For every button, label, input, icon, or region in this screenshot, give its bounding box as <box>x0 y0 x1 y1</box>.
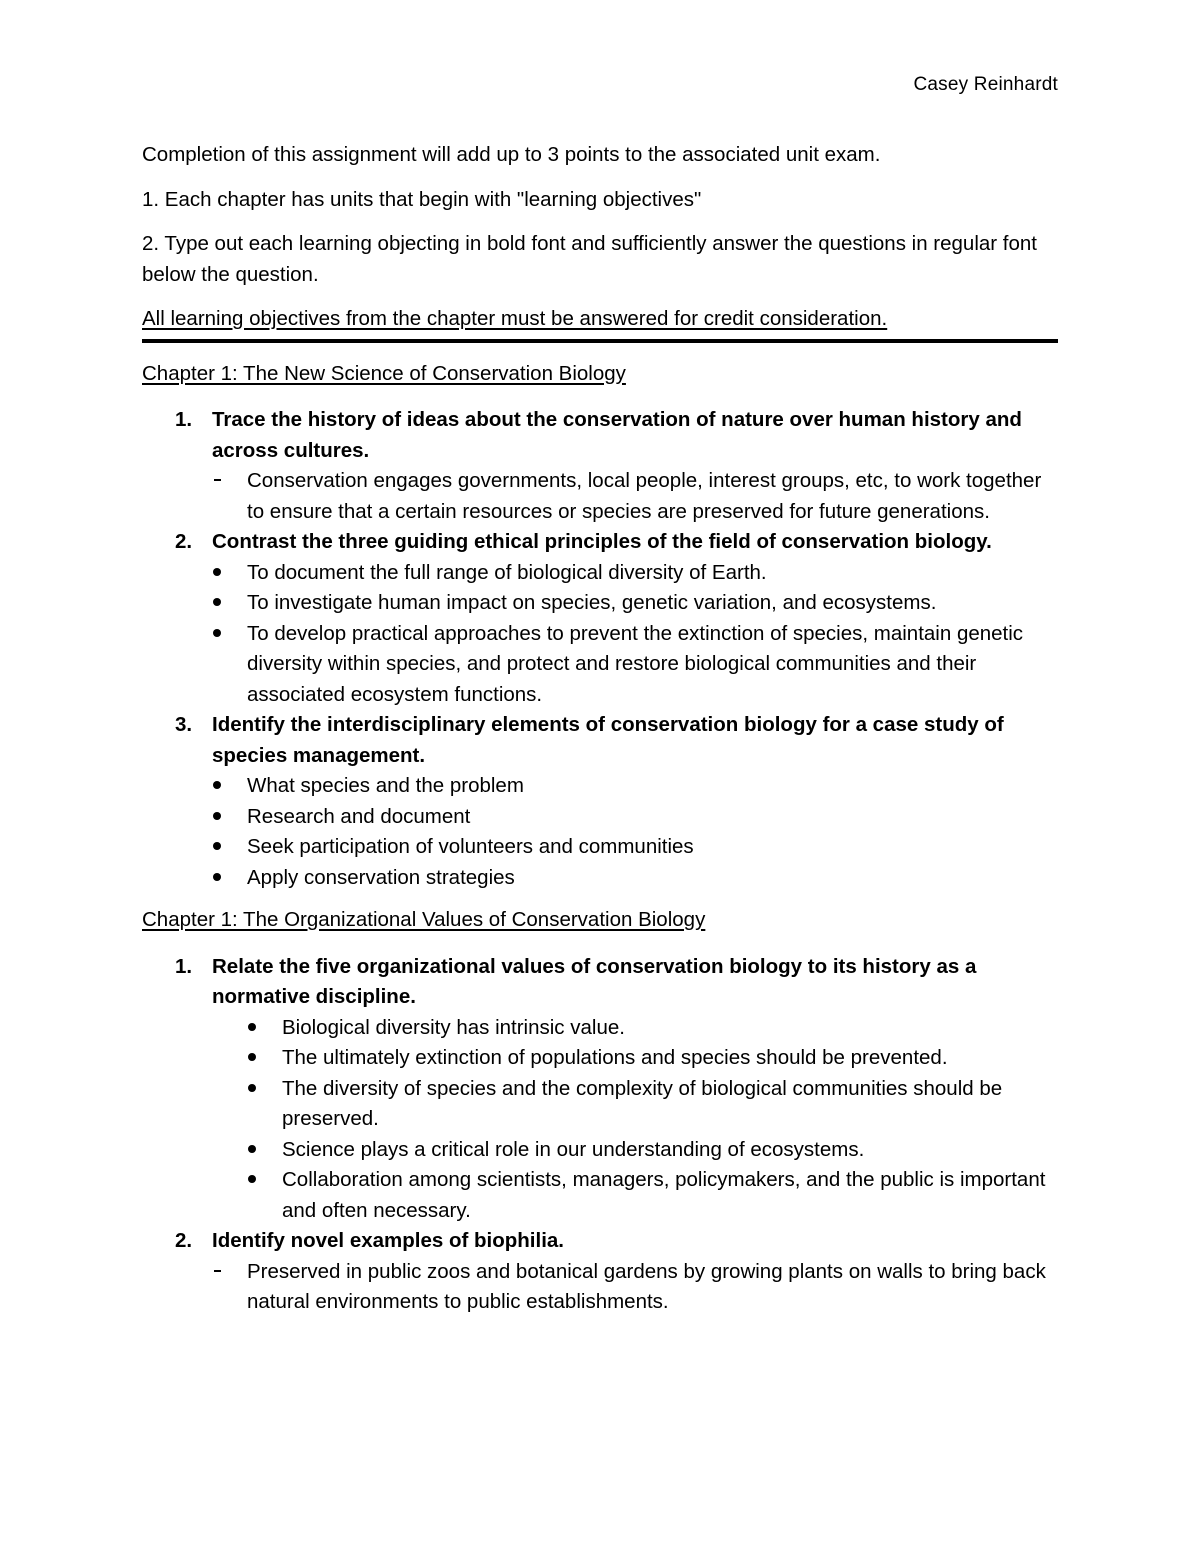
bullet-icon <box>213 873 221 881</box>
objective-text: Identify novel examples of biophilia. <box>212 1229 564 1252</box>
answer-text: The diversity of species and the complexity of biological communities should be preserved. <box>282 1076 1003 1130</box>
answer-item <box>212 1257 1058 1318</box>
instruction-requirement: All learning objectives from the chapter must be answered for credit consideration. <box>142 307 888 330</box>
bullet-icon <box>213 598 221 606</box>
chapter-section <box>142 359 1058 894</box>
answer-item <box>212 863 1058 894</box>
answer-text: What species and the problem <box>247 774 524 797</box>
answer-item <box>212 466 1058 527</box>
chapter-heading: Chapter 1: The New Science of Conservation Biology <box>142 361 626 385</box>
instruction-step-1: 1. Each chapter has units that begin with "learning objectives" <box>142 187 702 211</box>
objective-text: Trace the history of ideas about the conservation of nature over human history and across cultures. <box>212 408 1022 462</box>
answer-item <box>212 588 1058 619</box>
document-body <box>142 140 1058 1318</box>
horizontal-divider <box>142 339 1058 343</box>
answer-item <box>212 1165 1058 1226</box>
objective-number: 1. <box>175 954 193 978</box>
answer-text: Seek participation of volunteers and communities <box>247 835 694 858</box>
assignment-instructions <box>142 140 1058 335</box>
objective-number: 3. <box>175 713 193 736</box>
answer-text: The ultimately extinction of populations and species should be prevented. <box>282 1046 948 1069</box>
learning-objective <box>142 1226 1058 1318</box>
answer-text: Apply conservation strategies <box>247 865 515 889</box>
answer-text: Conservation engages governments, local people, interest groups, etc, to work together to ensure that a certain resources or species are preserved for future generations. <box>247 469 1042 523</box>
bullet-icon <box>248 1084 256 1092</box>
bullet-icon <box>213 812 221 820</box>
chapter-heading: Chapter 1: The Organizational Values of Conservation Biology <box>142 908 706 931</box>
bullet-icon <box>213 568 221 576</box>
answer-item <box>212 1043 1058 1074</box>
answer-text: To investigate human impact on species, genetic variation, and ecosystems. <box>247 591 937 614</box>
bullet-icon <box>213 781 221 789</box>
instruction-step-2: 2. Type out each learning objecting in bold font and sufficiently answer the questions in regular font below the question. <box>142 232 1037 286</box>
bullet-icon <box>248 1023 256 1031</box>
answer-item <box>212 558 1058 589</box>
answer-item <box>212 771 1058 802</box>
objective-number: 1. <box>175 408 193 431</box>
learning-objective <box>142 710 1058 893</box>
answer-text: Collaboration among scientists, managers, policymakers, and the public is important and often necessary. <box>282 1168 1046 1222</box>
objective-text: Contrast the three guiding ethical principles of the field of conservation biology. <box>212 530 992 553</box>
answer-list <box>212 1013 1058 1227</box>
dash-bullet-icon <box>214 1270 221 1272</box>
learning-objective <box>142 952 1058 1227</box>
learning-objective <box>142 527 1058 710</box>
bullet-icon <box>248 1053 256 1061</box>
chapter-section <box>142 905 1058 1318</box>
objective-number: 2. <box>175 530 193 553</box>
bullet-icon <box>213 842 221 850</box>
answer-text: Research and document <box>247 804 471 828</box>
answer-text: Preserved in public zoos and botanical gardens by growing plants on walls to bring back natural environments to public establishments. <box>247 1259 1046 1313</box>
answer-list <box>212 771 1058 893</box>
answer-text: To document the full range of biological diversity of Earth. <box>247 560 767 584</box>
answer-text: Biological diversity has intrinsic value. <box>282 1015 625 1039</box>
bullet-icon <box>213 629 221 637</box>
answer-item <box>212 1135 1058 1166</box>
answer-item <box>212 1013 1058 1044</box>
answer-item <box>212 802 1058 833</box>
bullet-icon <box>248 1175 256 1183</box>
objective-number: 2. <box>175 1229 193 1252</box>
learning-objective <box>142 405 1058 527</box>
author-name: Casey Reinhardt <box>913 74 1058 95</box>
answer-item <box>212 1074 1058 1135</box>
dash-bullet-icon <box>214 479 221 481</box>
objective-text: Identify the interdisciplinary elements of conservation biology for a case study of species management. <box>212 713 1004 767</box>
objective-text: Relate the five organizational values of conservation biology to its history as a normative discipline. <box>212 954 977 1008</box>
answer-list <box>212 466 1058 527</box>
answer-list <box>212 1257 1058 1318</box>
objective-list <box>142 405 1058 893</box>
answer-text: Science plays a critical role in our understanding of ecosystems. <box>282 1137 865 1161</box>
bullet-icon <box>248 1145 256 1153</box>
answer-list <box>212 558 1058 711</box>
answer-text: To develop practical approaches to prevent the extinction of species, maintain genetic diversity within species, and protect and restore biological communities and their associated ecosystem functions. <box>247 621 1024 706</box>
answer-item <box>212 619 1058 711</box>
objective-list <box>142 952 1058 1318</box>
instruction-completion: Completion of this assignment will add up to 3 points to the associated unit exam. <box>142 143 881 166</box>
answer-item <box>212 832 1058 863</box>
